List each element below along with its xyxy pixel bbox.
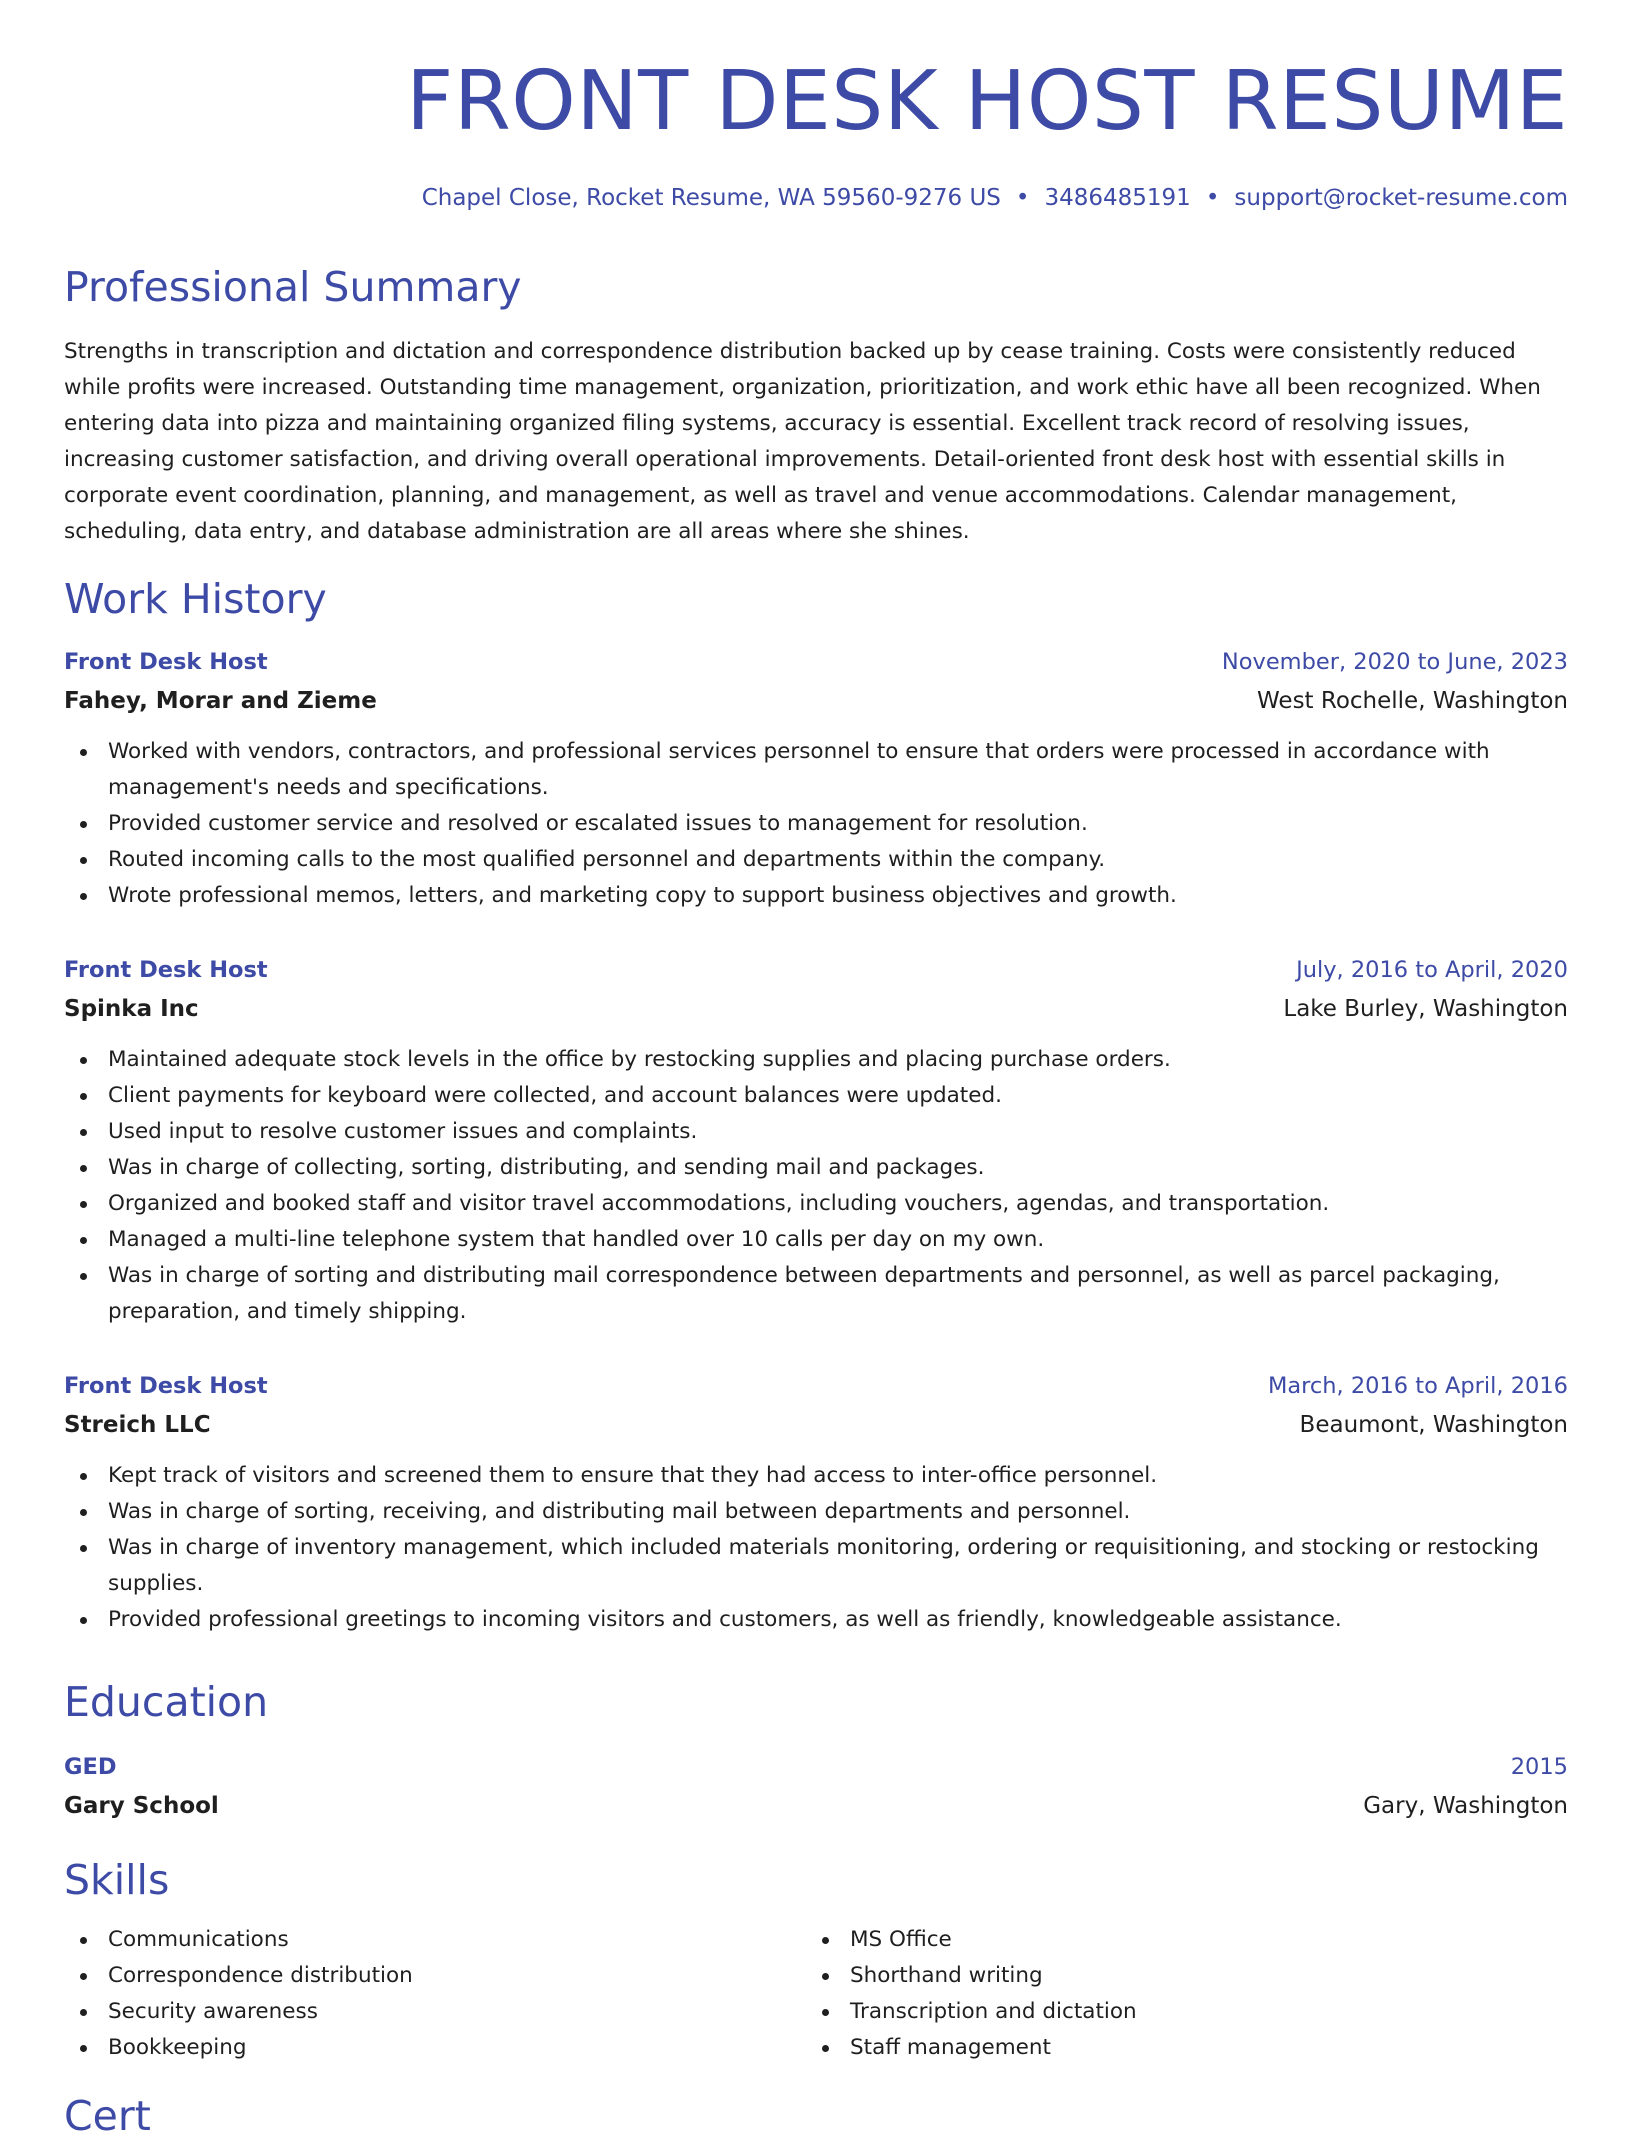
skill-item: Bookkeeping bbox=[64, 2030, 764, 2066]
job-bullet: Wrote professional memos, letters, and marketing copy to support business objectives and growth. bbox=[64, 878, 1568, 914]
skills-column-left bbox=[64, 1922, 764, 2066]
job-bullet: Client payments for keyboard were collected, and account balances were updated. bbox=[64, 1078, 1568, 1114]
education-degree: GED bbox=[64, 1754, 117, 1780]
job-bullet: Provided professional greetings to incoming visitors and customers, as well as friendly, knowledgeable assistance. bbox=[64, 1602, 1568, 1638]
job-company: Fahey, Morar and Zieme bbox=[64, 688, 377, 714]
job-dates: November, 2020 to June, 2023 bbox=[1221, 649, 1568, 675]
job-location: Beaumont, Washington bbox=[1299, 1412, 1568, 1438]
contact-email[interactable]: support@rocket-resume.com bbox=[1234, 185, 1568, 211]
job-bullet: Kept track of visitors and screened them to ensure that they had access to inter-office personnel. bbox=[64, 1458, 1568, 1494]
job-bullet: Managed a multi-line telephone system that handled over 10 calls per day on my own. bbox=[64, 1222, 1568, 1258]
job-bullet: Was in charge of collecting, sorting, distributing, and sending mail and packages. bbox=[64, 1150, 1568, 1186]
job-company-row bbox=[64, 991, 1568, 1030]
next-section-heading-partial: Cert bbox=[64, 2092, 151, 2140]
job-company-row bbox=[64, 1407, 1568, 1446]
job-bullets bbox=[64, 734, 1568, 914]
job-company: Streich LLC bbox=[64, 1412, 211, 1438]
skills-heading: Skills bbox=[64, 1856, 170, 1904]
education-school: Gary School bbox=[64, 1793, 219, 1819]
job-location: Lake Burley, Washington bbox=[1283, 996, 1568, 1022]
contact-separator: • bbox=[1205, 185, 1220, 211]
summary-text: Strengths in transcription and dictation and correspondence distribution backed up by cease training. Costs were consistently reduced while profits were increased. Outstanding time management, organization, prioritization, and work ethic have all been recognized. When entering data into pizza and maintaining organized filing systems, accuracy is essential. Excellent track record of resolving issues, increasing customer satisfaction, and driving overall operational improvements. Detail-oriented front desk host with essential skills in corporate event coordination, planning, and management, as well as travel and venue accommodations. Calendar management, scheduling, data entry, and database administration are all areas where she shines. bbox=[64, 339, 1541, 544]
job-company: Spinka Inc bbox=[64, 996, 199, 1022]
skills-column-right bbox=[806, 1922, 1506, 2066]
job-company-row bbox=[64, 683, 1568, 722]
skill-item: Staff management bbox=[806, 2030, 1506, 2066]
job-bullet: Used input to resolve customer issues and complaints. bbox=[64, 1114, 1568, 1150]
job-bullets bbox=[64, 1042, 1568, 1330]
job-bullet: Was in charge of inventory management, which included materials monitoring, ordering or requisitioning, and stocking or restocking supplies. bbox=[64, 1530, 1568, 1602]
job-title: Front Desk Host bbox=[64, 1373, 268, 1399]
skill-item: MS Office bbox=[806, 1922, 1506, 1958]
contact-separator: • bbox=[1015, 185, 1030, 211]
job-title-row bbox=[64, 952, 1568, 991]
education-year: 2015 bbox=[1510, 1754, 1568, 1780]
job-bullet: Was in charge of sorting and distributing mail correspondence between departments and personnel, as well as parcel packaging, preparation, and timely shipping. bbox=[64, 1258, 1568, 1330]
skill-item: Transcription and dictation bbox=[806, 1994, 1506, 2030]
job-bullet: Organized and booked staff and visitor travel accommodations, including vouchers, agendas, and transportation. bbox=[64, 1186, 1568, 1222]
work-history-heading: Work History bbox=[64, 575, 327, 623]
job-entry bbox=[64, 952, 1568, 1330]
job-bullet: Routed incoming calls to the most qualified personnel and departments within the company. bbox=[64, 842, 1568, 878]
education-school-row bbox=[64, 1788, 1568, 1827]
job-entry bbox=[64, 644, 1568, 914]
resume-page bbox=[64, 0, 1568, 2140]
job-title: Front Desk Host bbox=[64, 649, 268, 675]
contact-line bbox=[422, 181, 1568, 215]
contact-address: Chapel Close, Rocket Resume, WA 59560-9276 US bbox=[421, 185, 1001, 211]
job-title-row bbox=[64, 1368, 1568, 1407]
education-heading: Education bbox=[64, 1678, 269, 1726]
job-bullet: Was in charge of sorting, receiving, and distributing mail between departments and personnel. bbox=[64, 1494, 1568, 1530]
summary-heading: Professional Summary bbox=[64, 263, 522, 311]
job-bullet: Worked with vendors, contractors, and professional services personnel to ensure that orders were processed in accordance with management's needs and specifications. bbox=[64, 734, 1568, 806]
skill-item: Shorthand writing bbox=[806, 1958, 1506, 1994]
resume-title: FRONT DESK HOST RESUME bbox=[406, 54, 1568, 149]
education-degree-row bbox=[64, 1749, 1568, 1788]
education-location: Gary, Washington bbox=[1363, 1793, 1568, 1819]
job-bullet: Maintained adequate stock levels in the office by restocking supplies and placing purchase orders. bbox=[64, 1042, 1568, 1078]
job-bullets bbox=[64, 1458, 1568, 1638]
job-title-row bbox=[64, 644, 1568, 683]
job-title: Front Desk Host bbox=[64, 957, 268, 983]
education-entry bbox=[64, 1749, 1568, 1827]
job-dates: July, 2016 to April, 2020 bbox=[1296, 957, 1568, 983]
skill-item: Communications bbox=[64, 1922, 764, 1958]
job-location: West Rochelle, Washington bbox=[1257, 688, 1568, 714]
contact-phone: 3486485191 bbox=[1044, 185, 1191, 211]
job-bullet: Provided customer service and resolved or escalated issues to management for resolution. bbox=[64, 806, 1568, 842]
job-dates: March, 2016 to April, 2016 bbox=[1267, 1373, 1568, 1399]
job-entry bbox=[64, 1368, 1568, 1638]
skill-item: Correspondence distribution bbox=[64, 1958, 764, 1994]
skill-item: Security awareness bbox=[64, 1994, 764, 2030]
